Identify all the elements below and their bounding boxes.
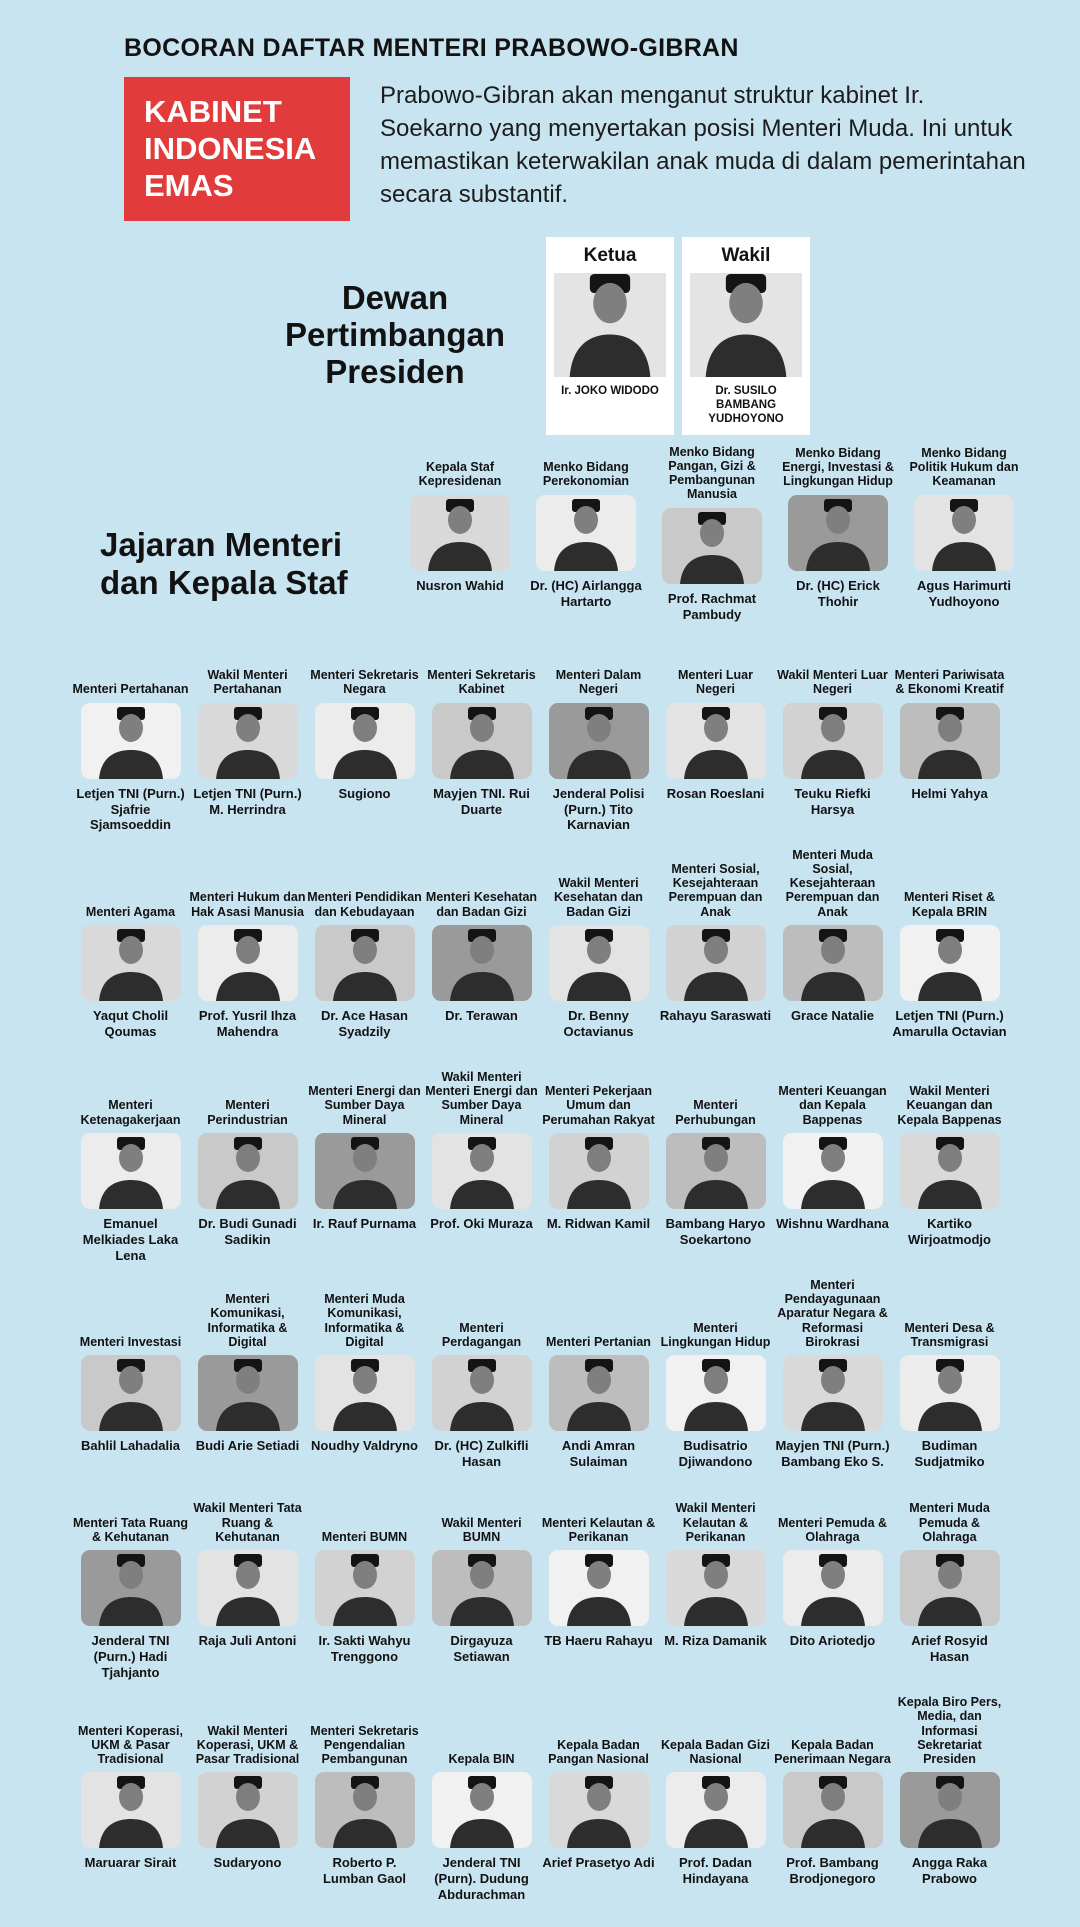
cabinet-row <box>40 653 1040 838</box>
person-name: Dito Ariotedjo <box>789 1633 876 1649</box>
person-name: Wishnu Wardhana <box>776 1215 889 1231</box>
person-name: Dr. (HC) Zulkifli Hasan <box>434 1438 529 1470</box>
minister-card <box>423 1070 540 1268</box>
minister-card <box>189 653 306 838</box>
person-name: Dirgayuza Setiawan <box>450 1633 513 1665</box>
person-photo <box>900 1133 1000 1209</box>
person-photo <box>432 1355 532 1431</box>
minister-card <box>774 1083 891 1268</box>
person-photo <box>783 1133 883 1209</box>
minister-title: Menteri Pertahanan <box>72 682 189 697</box>
person-photo <box>315 925 415 1001</box>
minister-title: Menteri Energi dan Sumber Daya Mineral <box>308 1084 421 1127</box>
person-silhouette-icon <box>783 1133 883 1209</box>
person-photo <box>783 1772 883 1848</box>
person-name: Budi Arie Setiadi <box>195 1438 300 1454</box>
advisory-member-card <box>546 237 674 435</box>
person-silhouette-icon <box>783 703 883 779</box>
person-name: Helmi Yahya <box>911 785 988 801</box>
person-silhouette-icon <box>198 925 298 1001</box>
minister-card <box>423 1305 540 1490</box>
minister-title: Wakil Menteri Tata Ruang & Kehutanan <box>193 1501 302 1544</box>
minister-card <box>540 1500 657 1685</box>
minister-card <box>778 445 898 643</box>
person-photo <box>81 925 181 1001</box>
minister-card <box>423 1500 540 1685</box>
person-photo <box>783 1355 883 1431</box>
minister-title: Menko Bidang Politik Hukum dan Keamanan <box>909 445 1019 489</box>
minister-title: Kepala BIN <box>448 1752 515 1767</box>
person-name: Sudaryono <box>213 1855 282 1871</box>
person-photo <box>315 1550 415 1626</box>
person-name: Maruarar Sirait <box>84 1855 177 1871</box>
person-name: Dr. (HC) Airlangga Hartarto <box>530 577 642 609</box>
person-photo <box>315 1133 415 1209</box>
person-photo <box>900 1355 1000 1431</box>
person-photo <box>666 1772 766 1848</box>
person-photo <box>549 1133 649 1209</box>
minister-card <box>189 1500 306 1685</box>
person-name: M. Riza Damanik <box>664 1633 767 1649</box>
minister-card <box>189 1722 306 1907</box>
person-name: Teuku Riefki Harsya <box>794 785 871 817</box>
minister-card <box>774 1500 891 1685</box>
person-photo <box>914 495 1014 571</box>
person-name: Prof. Rachmat Pambudy <box>667 590 757 622</box>
person-silhouette-icon <box>410 495 510 571</box>
minister-card <box>891 1500 1008 1685</box>
person-silhouette-icon <box>432 1772 532 1848</box>
minister-title: Menteri Perdagangan <box>441 1320 522 1349</box>
person-silhouette-icon <box>900 1133 1000 1209</box>
person-photo <box>554 273 666 377</box>
minister-card <box>774 1722 891 1907</box>
minister-title: Menteri Kelautan & Perikanan <box>541 1515 656 1544</box>
person-name: Ir. Sakti Wahyu Trenggono <box>318 1633 411 1665</box>
minister-title: Wakil Menteri Keuangan dan Kepala Bappenas <box>897 1084 1002 1127</box>
person-photo <box>900 925 1000 1001</box>
minister-title: Menteri Pariwisata & Ekonomi Kreatif <box>894 668 1005 697</box>
minister-title: Menteri Pemuda & Olahraga <box>777 1515 888 1544</box>
badge-line: KABINET <box>144 94 282 129</box>
minister-card <box>72 653 189 838</box>
minister-title: Menteri Muda Komunikasi, Informatika & Digital <box>324 1292 405 1349</box>
minister-title: Wakil Menteri Kelautan & Perikanan <box>675 1501 756 1544</box>
minister-title: Menteri Lingkungan Hidup <box>660 1320 771 1349</box>
person-photo <box>549 1772 649 1848</box>
person-silhouette-icon <box>900 1355 1000 1431</box>
intro-text: Prabowo-Gibran akan menganut struktur kabinet Ir. Soekarno yang menyertakan posisi Menteri Muda. Ini untuk memastikan keterwakilan anak muda di dalam pemerintahan secara substantif. <box>380 82 1026 209</box>
minister-card <box>657 1722 774 1907</box>
advisory-heading: Dewan Pertimbangan Presiden <box>284 279 506 391</box>
person-silhouette-icon <box>315 1355 415 1431</box>
person-name: Letjen TNI (Purn.) M. Herrindra <box>193 785 302 817</box>
badge-line: EMAS <box>144 168 234 204</box>
person-name: Mayjen TNI (Purn.) Bambang Eko S. <box>775 1438 890 1470</box>
person-silhouette-icon <box>198 1133 298 1209</box>
minister-card <box>891 875 1008 1060</box>
person-silhouette-icon <box>81 1355 181 1431</box>
minister-title: Menteri Desa & Transmigrasi <box>904 1320 995 1349</box>
person-name: Dr. Terawan <box>445 1007 518 1023</box>
person-photo <box>198 1550 298 1626</box>
minister-title: Menteri Sosial, Kesejahteraan Perempuan dan Anak <box>668 861 763 919</box>
minister-card <box>891 1083 1008 1268</box>
person-silhouette-icon <box>549 1772 649 1848</box>
minister-card <box>657 653 774 838</box>
person-photo <box>432 1772 532 1848</box>
person-photo <box>900 1772 1000 1848</box>
person-photo <box>198 1133 298 1209</box>
person-silhouette-icon <box>900 1550 1000 1626</box>
minister-card <box>540 653 657 838</box>
person-silhouette-icon <box>549 1133 649 1209</box>
minister-title: Menko Bidang Perekonomian <box>542 460 630 489</box>
person-silhouette-icon <box>666 1550 766 1626</box>
person-name: Budiman Sudjatmiko <box>914 1438 985 1470</box>
person-silhouette-icon <box>914 495 1014 571</box>
person-name: Agus Harimurti Yudhoyono <box>917 577 1011 609</box>
person-photo <box>81 1772 181 1848</box>
person-photo <box>315 1772 415 1848</box>
person-photo <box>690 273 802 377</box>
minister-title: Kepala Badan Gizi Nasional <box>660 1737 771 1767</box>
badge-line: INDONESIA <box>144 131 317 167</box>
person-name: Emanuel Melkiades Laka Lena <box>82 1215 179 1263</box>
minister-card <box>657 1083 774 1268</box>
minister-card <box>774 653 891 838</box>
advisory-member-card <box>682 237 810 435</box>
minister-title: Menteri Perhubungan <box>675 1098 756 1127</box>
person-silhouette-icon <box>81 1772 181 1848</box>
person-silhouette-icon <box>432 1355 532 1431</box>
minister-card <box>72 1500 189 1685</box>
minister-title: Menteri Pekerjaan Umum dan Perumahan Rakyat <box>542 1084 655 1127</box>
minister-title: Menteri Tata Ruang & Kehutanan <box>72 1515 189 1544</box>
person-name: Jenderal TNI (Purn). Dudung Abdurachman <box>434 1855 529 1903</box>
minister-card <box>306 1292 423 1490</box>
minister-title: Menteri Muda Pemuda & Olahraga <box>909 1501 990 1544</box>
person-photo <box>666 1550 766 1626</box>
cabinet-row <box>40 1278 1040 1490</box>
person-name: Rahayu Saraswati <box>659 1007 772 1023</box>
minister-card <box>540 1083 657 1268</box>
person-silhouette-icon <box>666 703 766 779</box>
person-photo <box>536 495 636 571</box>
minister-card <box>423 875 540 1060</box>
advisory-cards <box>546 237 810 435</box>
advisory-section <box>40 237 1040 435</box>
minister-title: Menteri Kesehatan dan Badan Gizi <box>425 890 538 919</box>
minister-card <box>72 1305 189 1490</box>
person-silhouette-icon <box>666 1133 766 1209</box>
person-silhouette-icon <box>666 1772 766 1848</box>
person-name: Mayjen TNI. Rui Duarte <box>433 785 530 817</box>
person-name: Dr. Budi Gunadi Sadikin <box>198 1215 297 1247</box>
minister-title: Menteri Hukum dan Hak Asasi Manusia <box>189 890 306 919</box>
person-name: Dr. SUSILO BAMBANG YUDHOYONO <box>708 384 784 426</box>
person-name: Dr. (HC) Erick Thohir <box>796 577 880 609</box>
minister-title: Menteri Pertanian <box>546 1334 651 1349</box>
cabinet-row <box>40 1070 1040 1268</box>
person-photo <box>198 925 298 1001</box>
person-silhouette-icon <box>900 925 1000 1001</box>
person-name: Arief Prasetyo Adi <box>542 1855 655 1871</box>
minister-title: Menteri Muda Sosial, Kesejahteraan Perempuan dan Anak <box>785 847 880 919</box>
person-name: Prof. Bambang Brodjonegoro <box>786 1855 879 1887</box>
person-name: Dr. Ace Hasan Syadzily <box>321 1007 408 1039</box>
person-silhouette-icon <box>783 1355 883 1431</box>
person-photo <box>549 703 649 779</box>
person-silhouette-icon <box>315 703 415 779</box>
person-silhouette-icon <box>900 1772 1000 1848</box>
minister-title: Menteri BUMN <box>321 1529 408 1544</box>
minister-title: Menteri Pendidikan dan Kebudayaan <box>307 890 422 919</box>
minister-card <box>891 1305 1008 1490</box>
minister-card <box>540 1305 657 1490</box>
minister-title: Kepala Badan Pangan Nasional <box>548 1737 649 1767</box>
minister-card <box>540 1722 657 1907</box>
person-silhouette-icon <box>81 1550 181 1626</box>
person-silhouette-icon <box>315 1133 415 1209</box>
person-silhouette-icon <box>549 925 649 1001</box>
minister-title: Kepala Badan Penerimaan Negara <box>774 1737 891 1767</box>
person-silhouette-icon <box>536 495 636 571</box>
minister-card <box>306 875 423 1060</box>
person-silhouette-icon <box>554 273 666 377</box>
person-photo <box>198 1772 298 1848</box>
person-silhouette-icon <box>788 495 888 571</box>
minister-card <box>423 653 540 838</box>
minister-title: Menteri Komunikasi, Informatika & Digital <box>207 1292 288 1349</box>
minister-title: Menteri Keuangan dan Kepala Bappenas <box>778 1084 887 1127</box>
person-photo <box>432 1550 532 1626</box>
person-silhouette-icon <box>666 925 766 1001</box>
person-silhouette-icon <box>198 1550 298 1626</box>
person-photo <box>549 1550 649 1626</box>
person-photo <box>783 925 883 1001</box>
person-silhouette-icon <box>432 925 532 1001</box>
minister-title: Menko Bidang Energi, Investasi & Lingkungan Hidup <box>782 445 894 489</box>
person-photo <box>549 1355 649 1431</box>
minister-title: Menteri Perindustrian <box>207 1098 288 1127</box>
cabinet-first-row <box>40 445 1040 643</box>
minister-card <box>189 1083 306 1268</box>
minister-card <box>400 445 520 643</box>
header-row <box>40 77 1040 221</box>
minister-card <box>72 875 189 1060</box>
minister-card <box>72 1722 189 1907</box>
minister-card <box>423 1722 540 1907</box>
minister-card <box>306 1500 423 1685</box>
person-photo <box>81 1355 181 1431</box>
person-name: Bambang Haryo Soekartono <box>665 1215 766 1247</box>
person-name: Angga Raka Prabowo <box>911 1855 988 1887</box>
person-name: Prof. Dadan Hindayana <box>679 1855 752 1887</box>
minister-card <box>657 862 774 1060</box>
person-name: Kartiko Wirjoatmodjo <box>908 1215 991 1247</box>
person-silhouette-icon <box>315 1772 415 1848</box>
person-photo <box>410 495 510 571</box>
minister-title: Wakil Menteri BUMN <box>441 1515 522 1544</box>
minister-title: Menteri Pendayagunaan Aparatur Negara & Reformasi Birokrasi <box>777 1277 888 1349</box>
person-name: Prof. Oki Muraza <box>430 1215 533 1231</box>
person-name: Sugiono <box>338 785 391 801</box>
person-name: M. Ridwan Kamil <box>546 1215 651 1231</box>
person-silhouette-icon <box>315 925 415 1001</box>
minister-card <box>189 1292 306 1490</box>
person-name: Raja Juli Antoni <box>198 1633 297 1649</box>
person-photo <box>666 1133 766 1209</box>
person-silhouette-icon <box>783 1550 883 1626</box>
person-photo <box>783 1550 883 1626</box>
person-silhouette-icon <box>549 1355 649 1431</box>
minister-card <box>652 445 772 643</box>
person-photo <box>783 703 883 779</box>
minister-title: Menteri Sekretaris Negara <box>310 668 419 697</box>
person-silhouette-icon <box>549 1550 649 1626</box>
minister-title: Wakil Menteri Pertahanan <box>207 668 288 697</box>
minister-card <box>306 653 423 838</box>
person-silhouette-icon <box>690 273 802 377</box>
person-name: Andi Amran Sulaiman <box>561 1438 636 1470</box>
minister-card <box>306 1083 423 1268</box>
advisory-role-label: Ketua <box>583 244 637 266</box>
person-photo <box>198 1355 298 1431</box>
person-photo <box>549 925 649 1001</box>
person-silhouette-icon <box>81 925 181 1001</box>
minister-title: Menteri Ketenagakerjaan <box>80 1098 181 1127</box>
cabinet-first-row-cards <box>400 445 1024 643</box>
person-silhouette-icon <box>198 1772 298 1848</box>
minister-card <box>306 1722 423 1907</box>
minister-title: Menteri Dalam Negeri <box>555 668 642 697</box>
person-name: Dr. Benny Octavianus <box>563 1007 634 1039</box>
minister-title: Wakil Menteri Menteri Energi dan Sumber Daya Mineral <box>425 1069 538 1127</box>
person-photo <box>81 703 181 779</box>
minister-card <box>526 445 646 643</box>
minister-title: Menteri Agama <box>85 904 176 919</box>
minister-card <box>189 875 306 1060</box>
person-photo <box>432 703 532 779</box>
person-photo <box>666 925 766 1001</box>
minister-card <box>891 1695 1008 1907</box>
minister-title: Menteri Riset & Kepala BRIN <box>904 890 995 919</box>
person-photo <box>81 1550 181 1626</box>
person-silhouette-icon <box>549 703 649 779</box>
person-name: Grace Natalie <box>790 1007 875 1023</box>
person-silhouette-icon <box>198 1355 298 1431</box>
minister-title: Menteri Investasi <box>79 1334 182 1349</box>
cabinet-heading: Jajaran Menteri dan Kepala Staf <box>100 525 348 601</box>
person-photo <box>666 1355 766 1431</box>
page-title: BOCORAN DAFTAR MENTERI PRABOWO-GIBRAN <box>124 34 739 62</box>
person-silhouette-icon <box>666 1355 766 1431</box>
person-name: TB Haeru Rahayu <box>544 1633 653 1649</box>
person-photo <box>432 925 532 1001</box>
person-silhouette-icon <box>783 1772 883 1848</box>
person-photo <box>900 1550 1000 1626</box>
cabinet-row <box>40 848 1040 1060</box>
person-name: Jenderal TNI (Purn.) Hadi Tjahjanto <box>91 1633 170 1680</box>
minister-card <box>774 1278 891 1490</box>
minister-title: Wakil Menteri Kesehatan dan Badan Gizi <box>554 876 643 919</box>
person-photo <box>788 495 888 571</box>
person-silhouette-icon <box>432 1133 532 1209</box>
person-photo <box>315 703 415 779</box>
minister-title: Menteri Luar Negeri <box>677 668 753 697</box>
person-name: Ir. Rauf Purnama <box>312 1215 417 1231</box>
person-name: Nusron Wahid <box>416 577 504 593</box>
minister-title: Wakil Menteri Luar Negeri <box>777 668 888 697</box>
person-name: Prof. Yusril Ihza Mahendra <box>198 1007 297 1039</box>
person-name: Letjen TNI (Purn.) Amarulla Octavian <box>892 1007 1007 1039</box>
person-name: Yaqut Cholil Qoumas <box>92 1007 169 1039</box>
person-name: Arief Rosyid Hasan <box>911 1633 988 1665</box>
person-name: Noudhy Valdryno <box>311 1438 418 1454</box>
person-name: Roberto P. Lumban Gaol <box>322 1855 407 1887</box>
person-photo <box>900 703 1000 779</box>
person-photo <box>666 703 766 779</box>
person-name: Bahlil Lahadalia <box>81 1438 180 1454</box>
minister-title: Menko Bidang Pangan, Gizi & Pembangunan Manusia <box>668 444 756 502</box>
person-silhouette-icon <box>81 703 181 779</box>
person-name: Budisatrio Djiwandono <box>678 1438 753 1470</box>
advisory-role-label: Wakil <box>721 244 771 266</box>
person-photo <box>81 1133 181 1209</box>
person-silhouette-icon <box>432 703 532 779</box>
person-silhouette-icon <box>315 1550 415 1626</box>
minister-title: Kepala Staf Kepresidenan <box>418 460 502 489</box>
minister-card <box>72 1083 189 1268</box>
minister-card <box>540 875 657 1060</box>
person-photo <box>198 703 298 779</box>
person-silhouette-icon <box>900 703 1000 779</box>
person-silhouette-icon <box>783 925 883 1001</box>
minister-card <box>891 653 1008 838</box>
person-photo <box>432 1133 532 1209</box>
minister-title: Kepala Biro Pers, Media, dan Informasi Sekretariat Presiden <box>897 1695 1002 1767</box>
minister-title: Menteri Sekretaris Kabinet <box>427 668 536 697</box>
cabinet-rows <box>40 653 1040 1908</box>
person-name: Letjen TNI (Purn.) Sjafrie Sjamsoeddin <box>76 785 185 833</box>
minister-title: Menteri Sekretaris Pengendalian Pembangunan <box>310 1723 419 1767</box>
person-name: Rosan Roeslani <box>666 785 765 801</box>
minister-card <box>657 1500 774 1685</box>
person-photo <box>315 1355 415 1431</box>
person-name: Jenderal Polisi (Purn.) Tito Karnavian <box>552 785 645 833</box>
cabinet-row <box>40 1695 1040 1907</box>
person-silhouette-icon <box>198 703 298 779</box>
cabinet-row <box>40 1500 1040 1685</box>
person-silhouette-icon <box>432 1550 532 1626</box>
cabinet-badge <box>124 77 350 221</box>
person-photo <box>662 508 762 584</box>
minister-title: Wakil Menteri Koperasi, UKM & Pasar Tradisional <box>195 1723 300 1767</box>
person-silhouette-icon <box>662 508 762 584</box>
minister-card <box>657 1305 774 1490</box>
person-silhouette-icon <box>81 1133 181 1209</box>
person-name: Ir. JOKO WIDODO <box>561 384 659 397</box>
minister-card <box>904 445 1024 643</box>
minister-title: Menteri Koperasi, UKM & Pasar Tradisional <box>78 1723 183 1767</box>
minister-card <box>774 848 891 1060</box>
